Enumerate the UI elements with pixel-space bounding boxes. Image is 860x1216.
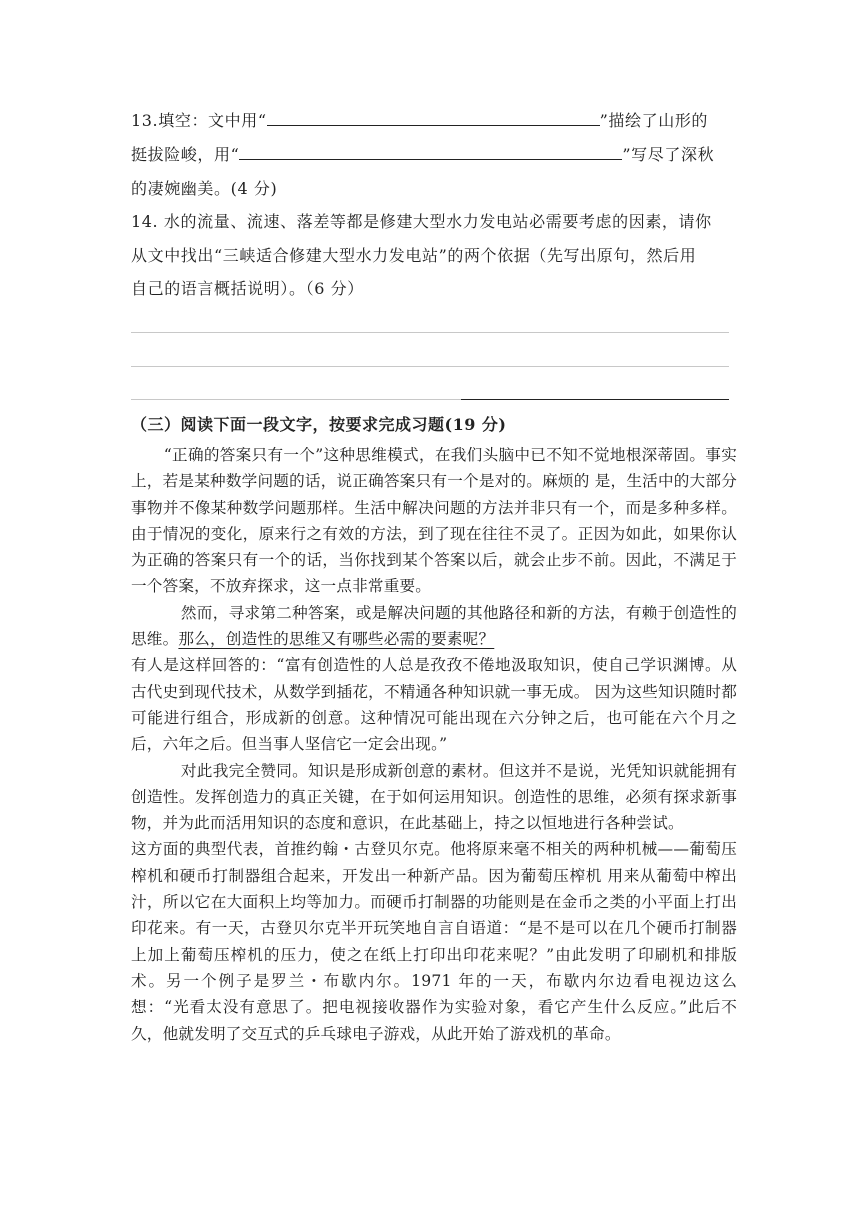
q13-line1-prefix: 13.填空：文中用“ xyxy=(131,111,267,130)
section-3-title: （三）阅读下面一段文字，按要求完成习题(19 分) xyxy=(131,415,507,434)
q14-line-2: 从文中找出“三峡适合修建大型水力发电站”的两个依据（先写出原句，然后用 xyxy=(131,246,697,265)
q13-answer-blank-1[interactable] xyxy=(267,111,600,126)
q13-line1-suffix: ”描绘了山形的 xyxy=(599,111,709,130)
answer-line-3[interactable] xyxy=(131,399,461,400)
q13-line-1 xyxy=(131,108,708,131)
answer-line-1[interactable] xyxy=(131,332,729,333)
q14-line-3: 自己的语言概括说明）。（6 分） xyxy=(131,279,364,298)
passage-underlined-question: 那么，创造性的思维又有哪些必需的要素呢？ xyxy=(178,630,495,649)
passage-paragraph-5: 这方面的典型代表，首推约翰・古登贝尔克。他将原来毫不相关的两种机械——葡萄压榨机和硬币打制器组合起来，开发出一种新产品。因为葡萄压榨机 用来从葡萄中榨出汁，所以它在大面积上均等加力。而硬币打制器的功能则是在金币之类的小平面上打出印花来。有一天，古登贝尔克半开玩笑地自言自语道：“是不是可以在几个硬币打制器上加上葡萄压榨机的压力，使之在纸上打印出印花来呢？”由此发明了印刷机和排版术。另一个例子是罗兰・布歇内尔。1971 年的一天，布歇内尔边看电视边这么想：“光看太没有意思了。把电视接收器作为实验对象，看它产生什么反应。”此后不久，他就发明了交互式的乒乓球电子游戏，从此开始了游戏机的革命。 xyxy=(131,840,737,1043)
reading-passage xyxy=(131,442,737,1047)
passage-paragraph-1: “正确的答案只有一个”这种思维模式，在我们头脑中已不知不觉地根深蒂固。事实上，若是某种数学问题的话，说正确答案只有一个是对的。麻烦的 是，生活中的大部分事物并不像某种数学问题那样。生活中解决问题的方法并非只有一个，而是多种多样。由于情况的变化，原来行之有效的方法，到了现在往往不灵了。正因为如此，如果你认为正确的答案只有一个的话，当你找到某个答案以后，就会止步不前。因此，不满足于一个答案，不放弃探求，这一点非常重要。 xyxy=(131,446,737,596)
passage-p2-text: 然而，寻求第二种答案，或是解决问题的其他路径和新的方法，有赖于创造性的思维。 xyxy=(131,603,737,649)
q13-line-3: 的凄婉幽美。(4 分) xyxy=(131,179,278,198)
passage-paragraph-3: 有人是这样回答的：“富有创造性的人总是孜孜不倦地汲取知识，使自己学识渊博。从古代史到现代技术，从数学到插花，不精通各种知识就一事无成。 因为这些知识随时都可能进行组合，形成新的创意。这种情况可能出现在六分钟之后，也可能在六个月之后，六年之后。但当事人坚信它一定会出现。” xyxy=(131,656,737,754)
q13-answer-blank-2[interactable] xyxy=(239,145,622,160)
q13-line-2 xyxy=(131,142,714,165)
passage-paragraph-4: 对此我完全赞同。知识是形成新创意的素材。但这并不是说，光凭知识就能拥有创造性。发挥创造力的真正关键，在于如何运用知识。创造性的思维，必须有探求新事物，并为此而活用知识的态度和意识，在此基础上，持之以恒地进行各种尝试。 xyxy=(131,761,737,833)
passage-paragraph-2 xyxy=(131,600,737,653)
q14-line-1: 14. 水的流量、流速、落差等都是修建大型水力发电站必需要考虑的因素，请你 xyxy=(131,212,712,231)
q13-line2-prefix: 挺拔险峻，用“ xyxy=(131,145,240,164)
answer-line-2[interactable] xyxy=(131,366,729,367)
answer-line-3-dark-segment xyxy=(461,399,729,400)
q13-line2-suffix: ”写尽了深秋 xyxy=(622,145,715,164)
